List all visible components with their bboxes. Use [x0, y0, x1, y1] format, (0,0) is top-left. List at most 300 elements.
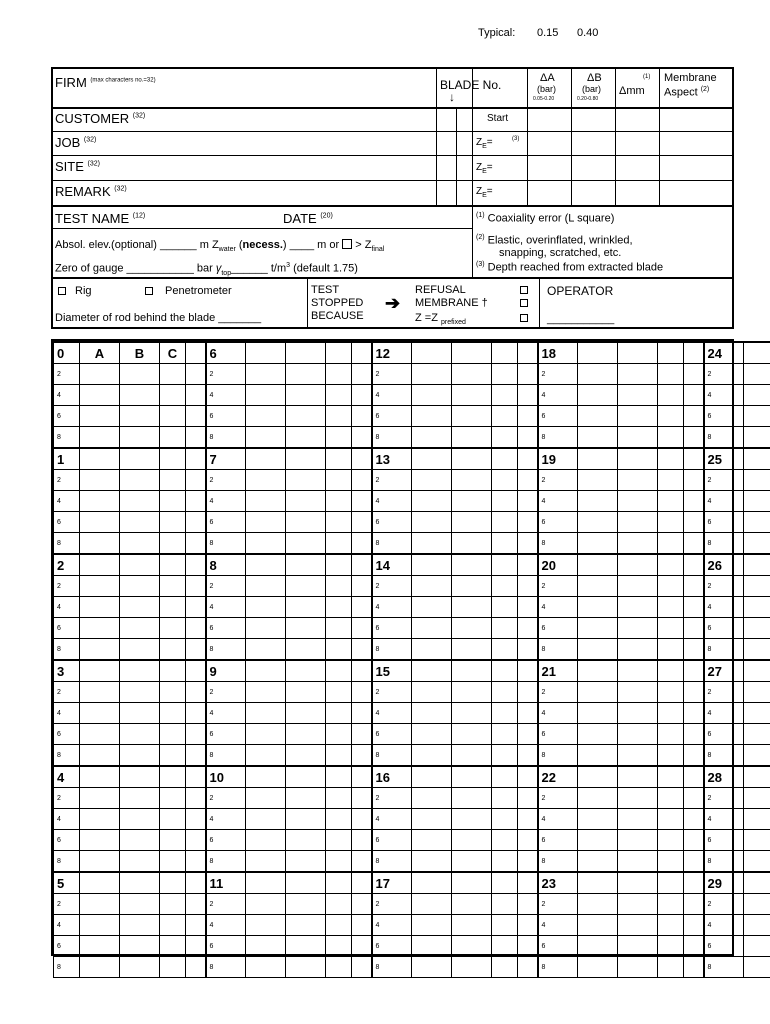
reading-cell[interactable] [326, 894, 352, 915]
reading-cell[interactable] [120, 385, 160, 406]
reading-cell[interactable] [578, 639, 618, 661]
reading-cell[interactable] [578, 533, 618, 555]
reading-cell[interactable] [326, 872, 352, 894]
reading-cell[interactable] [246, 872, 286, 894]
reading-cell[interactable] [518, 809, 538, 830]
reading-cell[interactable] [492, 342, 518, 364]
reading-cell[interactable] [492, 533, 518, 555]
reading-cell[interactable] [658, 554, 684, 576]
reading-cell[interactable] [80, 745, 120, 767]
reading-cell[interactable] [120, 406, 160, 427]
reading-cell[interactable] [452, 618, 492, 639]
reading-cell[interactable] [684, 936, 704, 957]
reading-cell[interactable] [452, 936, 492, 957]
reading-cell[interactable] [186, 427, 206, 449]
reading-cell[interactable] [518, 639, 538, 661]
reading-cell[interactable] [286, 512, 326, 533]
reading-cell[interactable] [618, 957, 658, 978]
reading-cell[interactable] [658, 533, 684, 555]
reading-cell[interactable] [744, 682, 770, 703]
z-final-checkbox[interactable] [342, 239, 352, 249]
reading-cell[interactable] [618, 894, 658, 915]
reading-cell[interactable] [120, 724, 160, 745]
reading-cell[interactable] [744, 427, 770, 449]
reading-cell[interactable] [326, 915, 352, 936]
reading-cell[interactable] [658, 703, 684, 724]
reading-cell[interactable] [658, 809, 684, 830]
reading-cell[interactable] [744, 894, 770, 915]
reading-cell[interactable] [80, 406, 120, 427]
reading-cell[interactable] [186, 554, 206, 576]
reading-cell[interactable] [452, 385, 492, 406]
reading-cell[interactable] [326, 597, 352, 618]
reading-cell[interactable] [684, 682, 704, 703]
reading-cell[interactable] [452, 491, 492, 512]
reading-cell[interactable] [684, 470, 704, 491]
reading-cell[interactable] [326, 809, 352, 830]
reading-cell[interactable] [492, 936, 518, 957]
reading-cell[interactable] [578, 703, 618, 724]
reading-cell[interactable] [452, 342, 492, 364]
reading-cell[interactable] [658, 745, 684, 767]
reading-cell[interactable] [412, 872, 452, 894]
reading-cell[interactable] [684, 342, 704, 364]
reading-cell[interactable] [326, 618, 352, 639]
reading-cell[interactable] [326, 512, 352, 533]
reading-cell[interactable] [684, 809, 704, 830]
reading-cell[interactable] [246, 957, 286, 978]
reading-cell[interactable] [120, 618, 160, 639]
reading-cell[interactable] [618, 427, 658, 449]
reading-cell[interactable] [744, 851, 770, 873]
reading-cell[interactable] [518, 533, 538, 555]
reading-cell[interactable] [286, 830, 326, 851]
reading-cell[interactable] [618, 470, 658, 491]
reading-cell[interactable] [658, 872, 684, 894]
reading-cell[interactable] [286, 470, 326, 491]
reading-cell[interactable] [246, 470, 286, 491]
reading-cell[interactable] [246, 915, 286, 936]
reading-cell[interactable] [80, 830, 120, 851]
reading-cell[interactable] [492, 830, 518, 851]
reading-cell[interactable] [684, 385, 704, 406]
reading-cell[interactable] [186, 512, 206, 533]
reading-cell[interactable] [352, 957, 372, 978]
reading-cell[interactable] [618, 872, 658, 894]
reading-cell[interactable] [352, 470, 372, 491]
reading-cell[interactable] [352, 639, 372, 661]
reading-cell[interactable] [518, 512, 538, 533]
reading-cell[interactable] [518, 936, 538, 957]
reading-cell[interactable] [492, 427, 518, 449]
reading-cell[interactable] [120, 894, 160, 915]
reading-cell[interactable] [578, 872, 618, 894]
reading-cell[interactable] [352, 554, 372, 576]
reading-cell[interactable] [412, 915, 452, 936]
reading-cell[interactable] [120, 936, 160, 957]
reading-cell[interactable] [618, 766, 658, 788]
reading-cell[interactable] [518, 364, 538, 385]
reading-cell[interactable] [286, 682, 326, 703]
reading-cell[interactable] [80, 766, 120, 788]
reading-cell[interactable] [120, 851, 160, 873]
reading-cell[interactable] [160, 406, 186, 427]
reading-cell[interactable] [326, 724, 352, 745]
reading-cell[interactable] [246, 745, 286, 767]
reading-cell[interactable] [352, 809, 372, 830]
reading-cell[interactable] [452, 533, 492, 555]
reading-cell[interactable] [578, 957, 618, 978]
reading-cell[interactable] [80, 682, 120, 703]
reading-cell[interactable] [246, 660, 286, 682]
reading-cell[interactable] [160, 766, 186, 788]
reading-cell[interactable] [518, 448, 538, 470]
reading-cell[interactable] [160, 448, 186, 470]
reading-cell[interactable] [744, 788, 770, 809]
z-prefixed-checkbox[interactable] [520, 314, 528, 322]
reading-cell[interactable] [160, 385, 186, 406]
reading-cell[interactable] [412, 576, 452, 597]
reading-cell[interactable] [326, 830, 352, 851]
reading-cell[interactable] [744, 554, 770, 576]
reading-cell[interactable] [658, 660, 684, 682]
reading-cell[interactable] [80, 618, 120, 639]
reading-cell[interactable] [518, 618, 538, 639]
reading-cell[interactable] [492, 448, 518, 470]
reading-cell[interactable] [120, 491, 160, 512]
reading-cell[interactable] [246, 385, 286, 406]
reading-cell[interactable] [744, 639, 770, 661]
reading-cell[interactable] [452, 851, 492, 873]
reading-cell[interactable] [186, 597, 206, 618]
reading-cell[interactable] [744, 448, 770, 470]
reading-cell[interactable] [160, 597, 186, 618]
reading-cell[interactable] [186, 448, 206, 470]
reading-cell[interactable] [744, 491, 770, 512]
reading-cell[interactable] [326, 364, 352, 385]
reading-cell[interactable] [684, 766, 704, 788]
reading-cell[interactable] [412, 491, 452, 512]
reading-cell[interactable] [286, 533, 326, 555]
reading-cell[interactable] [80, 533, 120, 555]
reading-cell[interactable] [80, 936, 120, 957]
reading-cell[interactable] [286, 364, 326, 385]
reading-cell[interactable] [286, 427, 326, 449]
reading-cell[interactable] [186, 491, 206, 512]
reading-cell[interactable] [120, 872, 160, 894]
reading-cell[interactable] [618, 618, 658, 639]
reading-cell[interactable] [326, 491, 352, 512]
reading-cell[interactable] [658, 766, 684, 788]
reading-cell[interactable] [744, 618, 770, 639]
reading-cell[interactable] [658, 448, 684, 470]
reading-cell[interactable] [578, 745, 618, 767]
penetrometer-checkbox[interactable] [145, 287, 153, 295]
reading-cell[interactable] [412, 957, 452, 978]
reading-cell[interactable] [352, 766, 372, 788]
reading-cell[interactable] [120, 512, 160, 533]
reading-cell[interactable] [186, 957, 206, 978]
reading-cell[interactable] [518, 830, 538, 851]
reading-cell[interactable] [120, 364, 160, 385]
reading-cell[interactable] [412, 533, 452, 555]
reading-cell[interactable] [578, 660, 618, 682]
reading-cell[interactable] [658, 470, 684, 491]
reading-cell[interactable] [618, 936, 658, 957]
reading-cell[interactable] [518, 851, 538, 873]
reading-cell[interactable] [412, 766, 452, 788]
reading-cell[interactable] [352, 427, 372, 449]
reading-cell[interactable] [80, 703, 120, 724]
reading-cell[interactable] [352, 491, 372, 512]
reading-cell[interactable] [412, 470, 452, 491]
reading-cell[interactable] [744, 597, 770, 618]
reading-cell[interactable] [80, 448, 120, 470]
reading-cell[interactable] [286, 491, 326, 512]
reading-cell[interactable] [518, 554, 538, 576]
reading-cell[interactable] [492, 872, 518, 894]
reading-cell[interactable] [684, 851, 704, 873]
reading-cell[interactable] [492, 915, 518, 936]
reading-cell[interactable] [326, 788, 352, 809]
reading-cell[interactable] [684, 703, 704, 724]
reading-cell[interactable] [492, 364, 518, 385]
reading-cell[interactable] [80, 427, 120, 449]
reading-cell[interactable] [352, 936, 372, 957]
reading-cell[interactable] [326, 766, 352, 788]
reading-cell[interactable] [578, 682, 618, 703]
reading-cell[interactable] [518, 682, 538, 703]
reading-cell[interactable] [684, 830, 704, 851]
reading-cell[interactable] [80, 788, 120, 809]
reading-cell[interactable] [578, 364, 618, 385]
reading-cell[interactable] [492, 385, 518, 406]
reading-cell[interactable] [246, 830, 286, 851]
reading-cell[interactable] [120, 682, 160, 703]
reading-cell[interactable] [618, 533, 658, 555]
reading-cell[interactable] [246, 809, 286, 830]
reading-cell[interactable] [120, 597, 160, 618]
reading-cell[interactable] [160, 724, 186, 745]
reading-cell[interactable] [246, 427, 286, 449]
reading-cell[interactable] [492, 491, 518, 512]
reading-cell[interactable] [80, 915, 120, 936]
reading-cell[interactable] [412, 554, 452, 576]
reading-cell[interactable] [80, 597, 120, 618]
reading-cell[interactable] [684, 512, 704, 533]
rig-checkbox[interactable] [58, 287, 66, 295]
reading-cell[interactable] [492, 809, 518, 830]
reading-cell[interactable] [412, 724, 452, 745]
reading-cell[interactable] [492, 660, 518, 682]
reading-cell[interactable] [186, 533, 206, 555]
reading-cell[interactable] [352, 533, 372, 555]
reading-cell[interactable] [160, 533, 186, 555]
reading-cell[interactable] [658, 894, 684, 915]
reading-cell[interactable] [326, 703, 352, 724]
reading-cell[interactable] [186, 342, 206, 364]
reading-cell[interactable] [492, 788, 518, 809]
reading-cell[interactable] [744, 364, 770, 385]
reading-cell[interactable] [618, 809, 658, 830]
reading-cell[interactable] [744, 957, 770, 978]
reading-cell[interactable] [684, 533, 704, 555]
reading-cell[interactable] [246, 533, 286, 555]
reading-cell[interactable] [412, 936, 452, 957]
reading-cell[interactable] [492, 512, 518, 533]
reading-cell[interactable] [492, 766, 518, 788]
reading-cell[interactable] [578, 427, 618, 449]
reading-cell[interactable] [160, 427, 186, 449]
reading-cell[interactable] [578, 448, 618, 470]
reading-cell[interactable] [492, 597, 518, 618]
reading-cell[interactable] [286, 915, 326, 936]
reading-cell[interactable] [412, 597, 452, 618]
reading-cell[interactable] [412, 364, 452, 385]
reading-cell[interactable] [518, 894, 538, 915]
reading-cell[interactable] [492, 957, 518, 978]
reading-cell[interactable] [246, 512, 286, 533]
reading-cell[interactable] [492, 745, 518, 767]
reading-cell[interactable] [286, 809, 326, 830]
reading-cell[interactable] [452, 512, 492, 533]
reading-cell[interactable] [326, 406, 352, 427]
reading-cell[interactable] [492, 576, 518, 597]
reading-cell[interactable] [452, 809, 492, 830]
reading-cell[interactable] [744, 533, 770, 555]
reading-cell[interactable] [684, 788, 704, 809]
reading-cell[interactable] [186, 660, 206, 682]
reading-cell[interactable] [518, 766, 538, 788]
reading-cell[interactable] [246, 491, 286, 512]
reading-cell[interactable] [452, 406, 492, 427]
reading-cell[interactable] [80, 724, 120, 745]
reading-cell[interactable] [412, 448, 452, 470]
reading-cell[interactable] [120, 830, 160, 851]
reading-cell[interactable] [186, 364, 206, 385]
reading-cell[interactable] [352, 788, 372, 809]
reading-cell[interactable] [684, 639, 704, 661]
reading-cell[interactable] [618, 830, 658, 851]
reading-cell[interactable] [452, 364, 492, 385]
reading-cell[interactable] [618, 342, 658, 364]
reading-cell[interactable] [492, 724, 518, 745]
reading-cell[interactable] [412, 427, 452, 449]
reading-cell[interactable] [658, 427, 684, 449]
reading-cell[interactable] [120, 576, 160, 597]
reading-cell[interactable] [160, 554, 186, 576]
reading-cell[interactable] [618, 639, 658, 661]
reading-cell[interactable] [518, 597, 538, 618]
reading-cell[interactable] [246, 788, 286, 809]
reading-cell[interactable] [684, 915, 704, 936]
reading-cell[interactable] [518, 342, 538, 364]
reading-cell[interactable] [412, 512, 452, 533]
reading-cell[interactable] [120, 660, 160, 682]
reading-cell[interactable] [618, 745, 658, 767]
reading-cell[interactable] [120, 703, 160, 724]
reading-cell[interactable] [286, 342, 326, 364]
reading-cell[interactable] [160, 364, 186, 385]
reading-cell[interactable] [518, 491, 538, 512]
reading-cell[interactable] [412, 894, 452, 915]
reading-cell[interactable] [452, 957, 492, 978]
reading-cell[interactable] [246, 639, 286, 661]
reading-cell[interactable] [618, 597, 658, 618]
reading-cell[interactable] [492, 406, 518, 427]
reading-cell[interactable] [452, 703, 492, 724]
reading-cell[interactable] [352, 724, 372, 745]
reading-cell[interactable] [286, 448, 326, 470]
reading-cell[interactable] [160, 851, 186, 873]
reading-cell[interactable] [326, 385, 352, 406]
reading-cell[interactable] [326, 745, 352, 767]
reading-cell[interactable] [412, 342, 452, 364]
reading-cell[interactable] [684, 448, 704, 470]
reading-cell[interactable] [744, 385, 770, 406]
reading-cell[interactable] [578, 766, 618, 788]
reading-cell[interactable] [352, 703, 372, 724]
reading-cell[interactable] [286, 406, 326, 427]
reading-cell[interactable] [578, 830, 618, 851]
reading-cell[interactable] [684, 406, 704, 427]
reading-cell[interactable] [246, 618, 286, 639]
reading-cell[interactable] [684, 957, 704, 978]
reading-cell[interactable] [578, 936, 618, 957]
reading-cell[interactable] [80, 512, 120, 533]
reading-cell[interactable] [684, 894, 704, 915]
reading-cell[interactable] [186, 703, 206, 724]
reading-cell[interactable] [518, 427, 538, 449]
reading-cell[interactable] [684, 724, 704, 745]
reading-cell[interactable] [658, 915, 684, 936]
reading-cell[interactable] [452, 724, 492, 745]
reading-cell[interactable] [744, 406, 770, 427]
reading-cell[interactable] [744, 915, 770, 936]
reading-cell[interactable] [352, 342, 372, 364]
reading-cell[interactable] [658, 724, 684, 745]
reading-cell[interactable] [744, 660, 770, 682]
reading-cell[interactable] [246, 342, 286, 364]
reading-cell[interactable] [492, 851, 518, 873]
reading-cell[interactable] [352, 745, 372, 767]
reading-cell[interactable] [286, 385, 326, 406]
reading-cell[interactable] [578, 809, 618, 830]
reading-cell[interactable] [160, 703, 186, 724]
reading-cell[interactable] [326, 470, 352, 491]
reading-cell[interactable] [492, 682, 518, 703]
reading-cell[interactable] [186, 851, 206, 873]
reading-cell[interactable] [186, 406, 206, 427]
reading-cell[interactable] [452, 427, 492, 449]
reading-cell[interactable] [618, 448, 658, 470]
reading-cell[interactable] [80, 470, 120, 491]
reading-cell[interactable] [518, 385, 538, 406]
reading-cell[interactable] [326, 448, 352, 470]
reading-cell[interactable] [246, 851, 286, 873]
reading-cell[interactable] [186, 936, 206, 957]
reading-cell[interactable] [80, 809, 120, 830]
reading-cell[interactable] [326, 851, 352, 873]
reading-cell[interactable] [326, 660, 352, 682]
reading-cell[interactable] [352, 618, 372, 639]
reading-cell[interactable] [578, 788, 618, 809]
reading-cell[interactable] [492, 554, 518, 576]
reading-cell[interactable] [352, 682, 372, 703]
reading-cell[interactable] [578, 406, 618, 427]
reading-cell[interactable] [286, 703, 326, 724]
reading-cell[interactable] [246, 576, 286, 597]
